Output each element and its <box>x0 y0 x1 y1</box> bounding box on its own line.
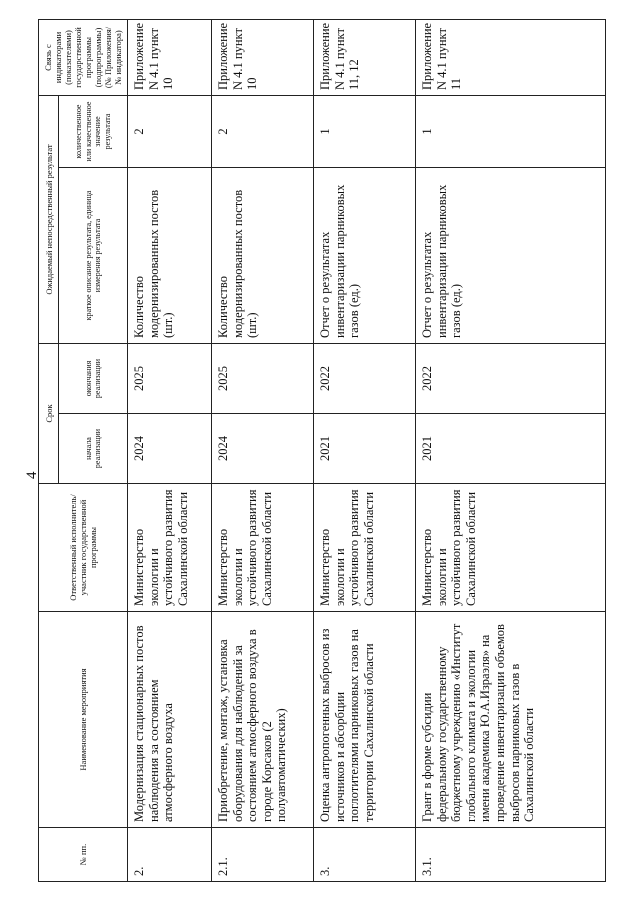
row-link: Приложение N 4.1 пункт 11 <box>416 20 606 96</box>
row-start: 2024 <box>128 414 212 484</box>
table-row <box>314 20 416 882</box>
row-result-value: 2 <box>212 96 314 168</box>
row-name: Модернизация стационарных постов наблюдения за состоянием атмосферного воздуха <box>128 612 212 828</box>
row-link: Приложение N 4.1 пункт 10 <box>212 20 314 96</box>
row-start: 2024 <box>212 414 314 484</box>
row-result-desc: Количество модернизированных постов (шт.) <box>212 168 314 344</box>
header-result-value: количественное или качественное значение результата <box>59 96 128 168</box>
row-responsible: Министерство экологии и устойчивого развития Сахалинской области <box>314 484 416 612</box>
header-responsible: Ответственный исполнитель/участник государственной программы <box>39 484 128 612</box>
header-row <box>39 20 59 882</box>
header-num: № пп. <box>39 828 128 882</box>
row-responsible: Министерство экологии и устойчивого развития Сахалинской области <box>416 484 606 612</box>
row-result-value: 1 <box>314 96 416 168</box>
row-result-desc: Количество модернизированных постов (шт.) <box>128 168 212 344</box>
row-end: 2022 <box>416 344 606 414</box>
header-link: Связь с индикаторами (показателями) государственной программы (подпрограммы) (№ Приложения/№ индикатора) <box>39 20 128 96</box>
row-end: 2025 <box>128 344 212 414</box>
row-num: 2.1. <box>212 828 314 882</box>
row-end: 2025 <box>212 344 314 414</box>
header-term-start: начала реализации <box>59 414 128 484</box>
row-responsible: Министерство экологии и устойчивого развития Сахалинской области <box>212 484 314 612</box>
row-link: Приложение N 4.1 пункт 10 <box>128 20 212 96</box>
row-num: 3. <box>314 828 416 882</box>
row-start: 2021 <box>416 414 606 484</box>
row-responsible: Министерство экологии и устойчивого развития Сахалинской области <box>128 484 212 612</box>
header-name: Наименование мероприятия <box>39 612 128 828</box>
header-term-end: окончания реализации <box>59 344 128 414</box>
header-result-desc: краткое описание результата, единица измерения результата <box>59 168 128 344</box>
row-start: 2021 <box>314 414 416 484</box>
table-row <box>212 20 314 882</box>
header-result: Ожидаемый непосредственный результат <box>39 96 59 344</box>
row-num: 3.1. <box>416 828 606 882</box>
row-name: Грант в форме субсидии федеральному государственному бюджетному учреждению «Институт глобального климата и экологии имени академика Ю.А.Израэля» на проведение инвентаризации объемов выбросов парниковых газов в Сахалинской области <box>416 612 606 828</box>
row-link: Приложение N 4.1 пункт 11, 12 <box>314 20 416 96</box>
row-result-value: 2 <box>128 96 212 168</box>
row-result-value: 1 <box>416 96 606 168</box>
row-result-desc: Отчет о результатах инвентаризации парниковых газов (ед.) <box>314 168 416 344</box>
row-end: 2022 <box>314 344 416 414</box>
page-number: 4 <box>24 471 40 479</box>
row-result-desc: Отчет о результатах инвентаризации парниковых газов (ед.) <box>416 168 606 344</box>
header-term: Срок <box>39 344 59 484</box>
row-name: Приобретение, монтаж, установка оборудования для наблюдений за состоянием атмосферного воздуха в городе Корсаков (2 полуавтоматических) <box>212 612 314 828</box>
row-name: Оценка антропогенных выбросов из источников и абсорбции поглотителями парниковых газов на территории Сахалинской области <box>314 612 416 828</box>
measures-table <box>38 19 606 882</box>
row-num: 2. <box>128 828 212 882</box>
table-row <box>128 20 212 882</box>
table-row <box>416 20 606 882</box>
